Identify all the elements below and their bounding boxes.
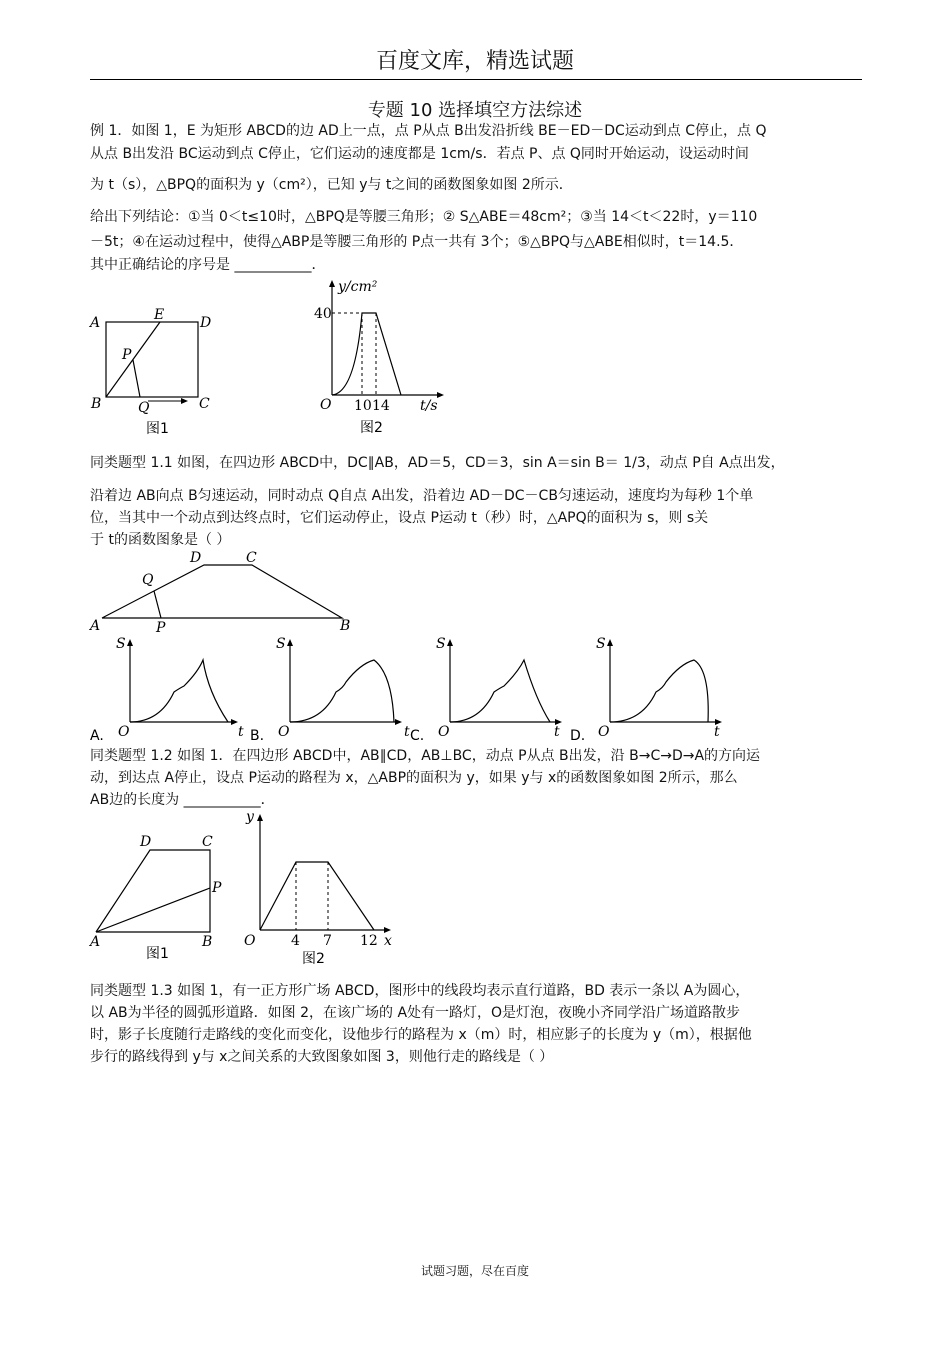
q12-line-2: 动，到达点 A停止，设点 P运动的路程为 x，△ABP的面积为 y，如果 y与 x的函数图象如图 2所示，那么	[90, 770, 738, 786]
fig1-label-A: A	[90, 315, 101, 331]
q12-fig2-xtick-12: 12	[360, 933, 378, 949]
q11-c-origin: O	[438, 724, 450, 740]
q11-label-P: P	[156, 620, 166, 636]
q11-d-origin: O	[598, 724, 610, 740]
q11-line-1: 同类题型 1.1 如图，在四边形 ABCD中，DC∥AB，AD＝5，CD＝3，sin A＝sin B＝ 1/3，动点 P自 A点出发，	[90, 455, 785, 471]
q11-d-ylabel: S	[596, 636, 606, 652]
q11-b-origin: O	[278, 724, 290, 740]
q12-fig2-caption: 图2	[302, 951, 325, 967]
q11-option-d-graph	[568, 630, 738, 745]
page-header: 百度文库，精选试题	[375, 49, 574, 74]
fig1-label-C: C	[199, 396, 210, 412]
q12-line-1: 同类题型 1.2 如图 1．在四边形 ABCD中，AB∥CD，AB⊥BC，动点 P从点 B出发，沿 B→C→D→A的方向运	[90, 748, 761, 764]
ex1-figure-2	[310, 275, 450, 440]
q11-line-4: 于 t的函数图象是（ ）	[90, 532, 231, 548]
q12-line-3: AB边的长度为 ___________．	[90, 792, 275, 808]
page-footer: 试题习题，尽在百度	[420, 1264, 529, 1278]
q13-line-3: 时，影子长度随行走路线的变化而变化，设他步行的路程为 x（m）时，相应影子的长度为 y（m），根据他	[90, 1027, 752, 1043]
q11-line-2: 沿着边 AB向点 B匀速运动，同时动点 Q自点 A出发，沿着边 AD－DC－CB匀速运动，速度均为每秒 1个单	[90, 488, 754, 504]
q11-label-C: C	[246, 550, 257, 566]
q11-option-b-label: B.	[250, 728, 265, 744]
q12-fig1-caption: 图1	[146, 946, 169, 962]
q13-line-2: 以 AB为半径的圆弧形道路．如图 2，在该广场的 A处有一路灯，O是灯泡，夜晚小齐同学沿广场道路散步	[90, 1005, 741, 1021]
ex1-line-6: 其中正确结论的序号是 ___________．	[90, 257, 326, 273]
q12-fig2-xlabel: x	[384, 933, 392, 949]
fig1-label-E: E	[154, 307, 165, 323]
q12-fig1-B: B	[202, 934, 213, 950]
q12-fig2-xtick-4: 4	[291, 933, 300, 949]
q11-c-ylabel: S	[436, 636, 446, 652]
q11-option-a-graph	[88, 630, 248, 745]
fig1-label-D: D	[200, 315, 212, 331]
q13-line-4: 步行的路线得到 y与 x之间关系的大致图象如图 3，则他行走的路线是（ ）	[90, 1049, 554, 1065]
q11-label-Q: Q	[142, 572, 154, 588]
doc-title: 专题 10 选择填空方法综述	[367, 100, 583, 121]
q12-fig1-P: P	[212, 880, 222, 896]
fig2-xtick-10: 10	[354, 398, 372, 414]
q11-option-b-graph	[248, 630, 418, 745]
q12-fig2-origin: O	[244, 933, 256, 949]
q11-trapezoid-figure	[88, 548, 368, 636]
q11-option-d-label: D.	[570, 728, 586, 744]
q11-label-B: B	[340, 618, 351, 634]
q11-option-a-label: A.	[90, 728, 104, 744]
q11-a-ylabel: S	[116, 636, 126, 652]
fig2-origin: O	[320, 397, 332, 413]
q11-line-3: 位，当其中一个动点到达终点时，它们运动停止，设点 P运动 t（秒）时，△APQ的面积为 s，则 s关	[90, 510, 709, 526]
fig1-label-P: P	[122, 347, 132, 363]
ex1-line-3: 为 t（s），△BPQ的面积为 y（cm²），已知 y与 t之间的函数图象如图 2所示．	[90, 177, 573, 193]
fig2-ylabel: y/cm²	[338, 279, 378, 295]
q12-fig1-D: D	[140, 834, 152, 850]
header-divider	[90, 79, 862, 80]
q12-fig2-xtick-7: 7	[323, 933, 332, 949]
fig2-xtick-14: 14	[372, 398, 390, 414]
q11-label-D: D	[190, 550, 202, 566]
ex1-line-1: 例 1．如图 1，E 为矩形 ABCD的边 AD上一点，点 P从点 B出发沿折线 BE－ED－DC运动到点 C停止，点 Q	[90, 123, 767, 139]
q12-fig1-C: C	[202, 834, 213, 850]
q11-a-xlabel: t	[238, 724, 244, 740]
ex1-line-5: －5t；④在运动过程中，使得△ABP是等腰三角形的 P点一共有 3个；⑤△BPQ与△ABE相似时，t＝14.5．	[90, 234, 744, 250]
q11-d-xlabel: t	[714, 724, 720, 740]
q11-label-A: A	[90, 618, 101, 634]
q13-line-1: 同类题型 1.3 如图 1，有一正方形广场 ABCD，图形中的线段均表示直行道路，BD 表示一条以 A为圆心，	[90, 983, 750, 999]
q11-c-xlabel: t	[554, 724, 560, 740]
fig2-caption: 图2	[360, 420, 383, 436]
q12-fig1-A: A	[90, 934, 101, 950]
ex1-line-4: 给出下列结论：①当 0＜t≤10时，△BPQ是等腰三角形；② S△ABE＝48cm²；③当 14＜t＜22时，y＝110	[90, 209, 758, 225]
q11-option-c-label: C.	[410, 728, 425, 744]
ex1-line-2: 从点 B出发沿 BC运动到点 C停止，它们运动的速度都是 1cm/s．若点 P、点 Q同时开始运动，设运动时间	[90, 146, 749, 162]
q12-fig2-ylabel: y	[246, 809, 254, 825]
fig2-ytick-40: 40	[314, 306, 332, 322]
q11-b-xlabel: t	[404, 724, 410, 740]
q11-a-origin: O	[118, 724, 130, 740]
q11-option-c-graph	[408, 630, 578, 745]
ex1-figure-1	[88, 305, 228, 440]
fig1-label-B: B	[91, 396, 102, 412]
q12-figure-2	[236, 805, 406, 970]
fig1-caption: 图1	[146, 421, 169, 437]
q11-b-ylabel: S	[276, 636, 286, 652]
fig2-xlabel: t/s	[420, 398, 438, 414]
fig1-label-Q: Q	[138, 400, 150, 416]
q12-figure-1	[88, 830, 238, 965]
